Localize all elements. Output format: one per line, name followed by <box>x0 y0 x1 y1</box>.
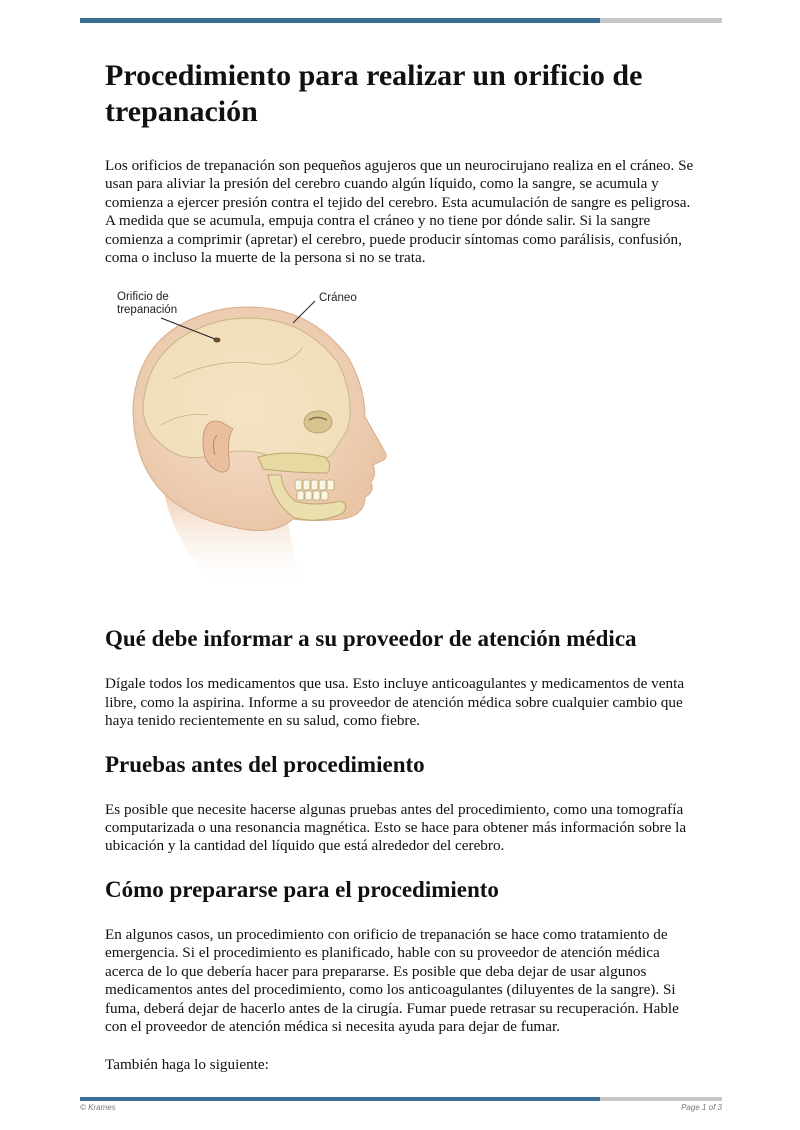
top-progress-bar <box>80 18 722 23</box>
footer-page-number: Page 1 of 3 <box>681 1103 722 1112</box>
hole-label-line1: Orificio de <box>117 291 169 304</box>
section-body-tests: Es posible que necesite hacerse algunas pruebas antes del procedimiento, como una tomografía computarizada o una resonancia magnética. Esto se hace para obtener más información sobre la ubicación y la cantidad del líquido que está alrededor del cerebro. <box>105 800 687 855</box>
section-heading-tests: Pruebas antes del procedimiento <box>105 751 425 777</box>
intro-paragraph: Los orificios de trepanación son pequeños agujeros que un neurocirujano realiza en el cráneo. Se usan para aliviar la presión del cerebro cuando algún líquido, como la sangre, se acumula y comienza a ejercer presión contra el tejido del cerebro. Esta acumulación de sangre es peligrosa. A medida que se acumula, empuja contra el cráneo y no tiene por dónde salir. Si la sangre comienza a comprimir (apretar) el cerebro, puede producir síntomas como parálisis, confusión, coma o incluso la muerte de la persona si no se trata. <box>105 157 694 267</box>
eye-socket <box>304 411 332 433</box>
bottom-progress-bar <box>80 1097 722 1101</box>
cheekbone <box>258 453 330 473</box>
section-heading-prepare: Cómo prepararse para el procedimiento <box>105 876 499 902</box>
page-title: Procedimiento para realizar un orificio de trepanación <box>105 59 643 128</box>
head-skull-drawing <box>103 287 403 597</box>
footer-copyright: © Krames <box>80 1103 116 1112</box>
bottom-progress-fill <box>80 1097 600 1101</box>
hole-label <box>117 291 177 317</box>
section-body-prepare: En algunos casos, un procedimiento con orificio de trepanación se hace como tratamiento de emergencia. Si el procedimiento es planificado, hable con su proveedor de atención médica acerca de lo que debería hacer para prepararse. Es posible que deba dejar de usar algunos medicamentos antes del procedimiento, como los anticoagulantes (diluyentes de la sangre). Si fuma, deberá dejar de hacerlo antes de la cirugía. Fumar puede retrasar su recuperación. Hable con el proveedor de atención médica si necesita ayuda para dejar de fumar. <box>105 925 679 1035</box>
section-extra-prepare: También haga lo siguiente: <box>105 1056 269 1074</box>
skull-label: Cráneo <box>319 292 357 305</box>
section-heading-inform: Qué debe informar a su proveedor de atención médica <box>105 626 637 652</box>
burr-hole <box>214 338 221 343</box>
document-content <box>105 58 700 1095</box>
teeth <box>295 480 334 500</box>
top-progress-fill <box>80 18 600 23</box>
skull-illustration <box>103 287 403 597</box>
hole-label-line2: trepanación <box>117 304 178 317</box>
section-body-inform: Dígale todos los medicamentos que usa. Esto incluye anticoagulantes y medicamentos de venta libre, como la aspirina. Informe a su proveedor de atención médica sobre cualquier cambio que haya tenido recientemente en su salud, como fiebre. <box>105 675 685 730</box>
